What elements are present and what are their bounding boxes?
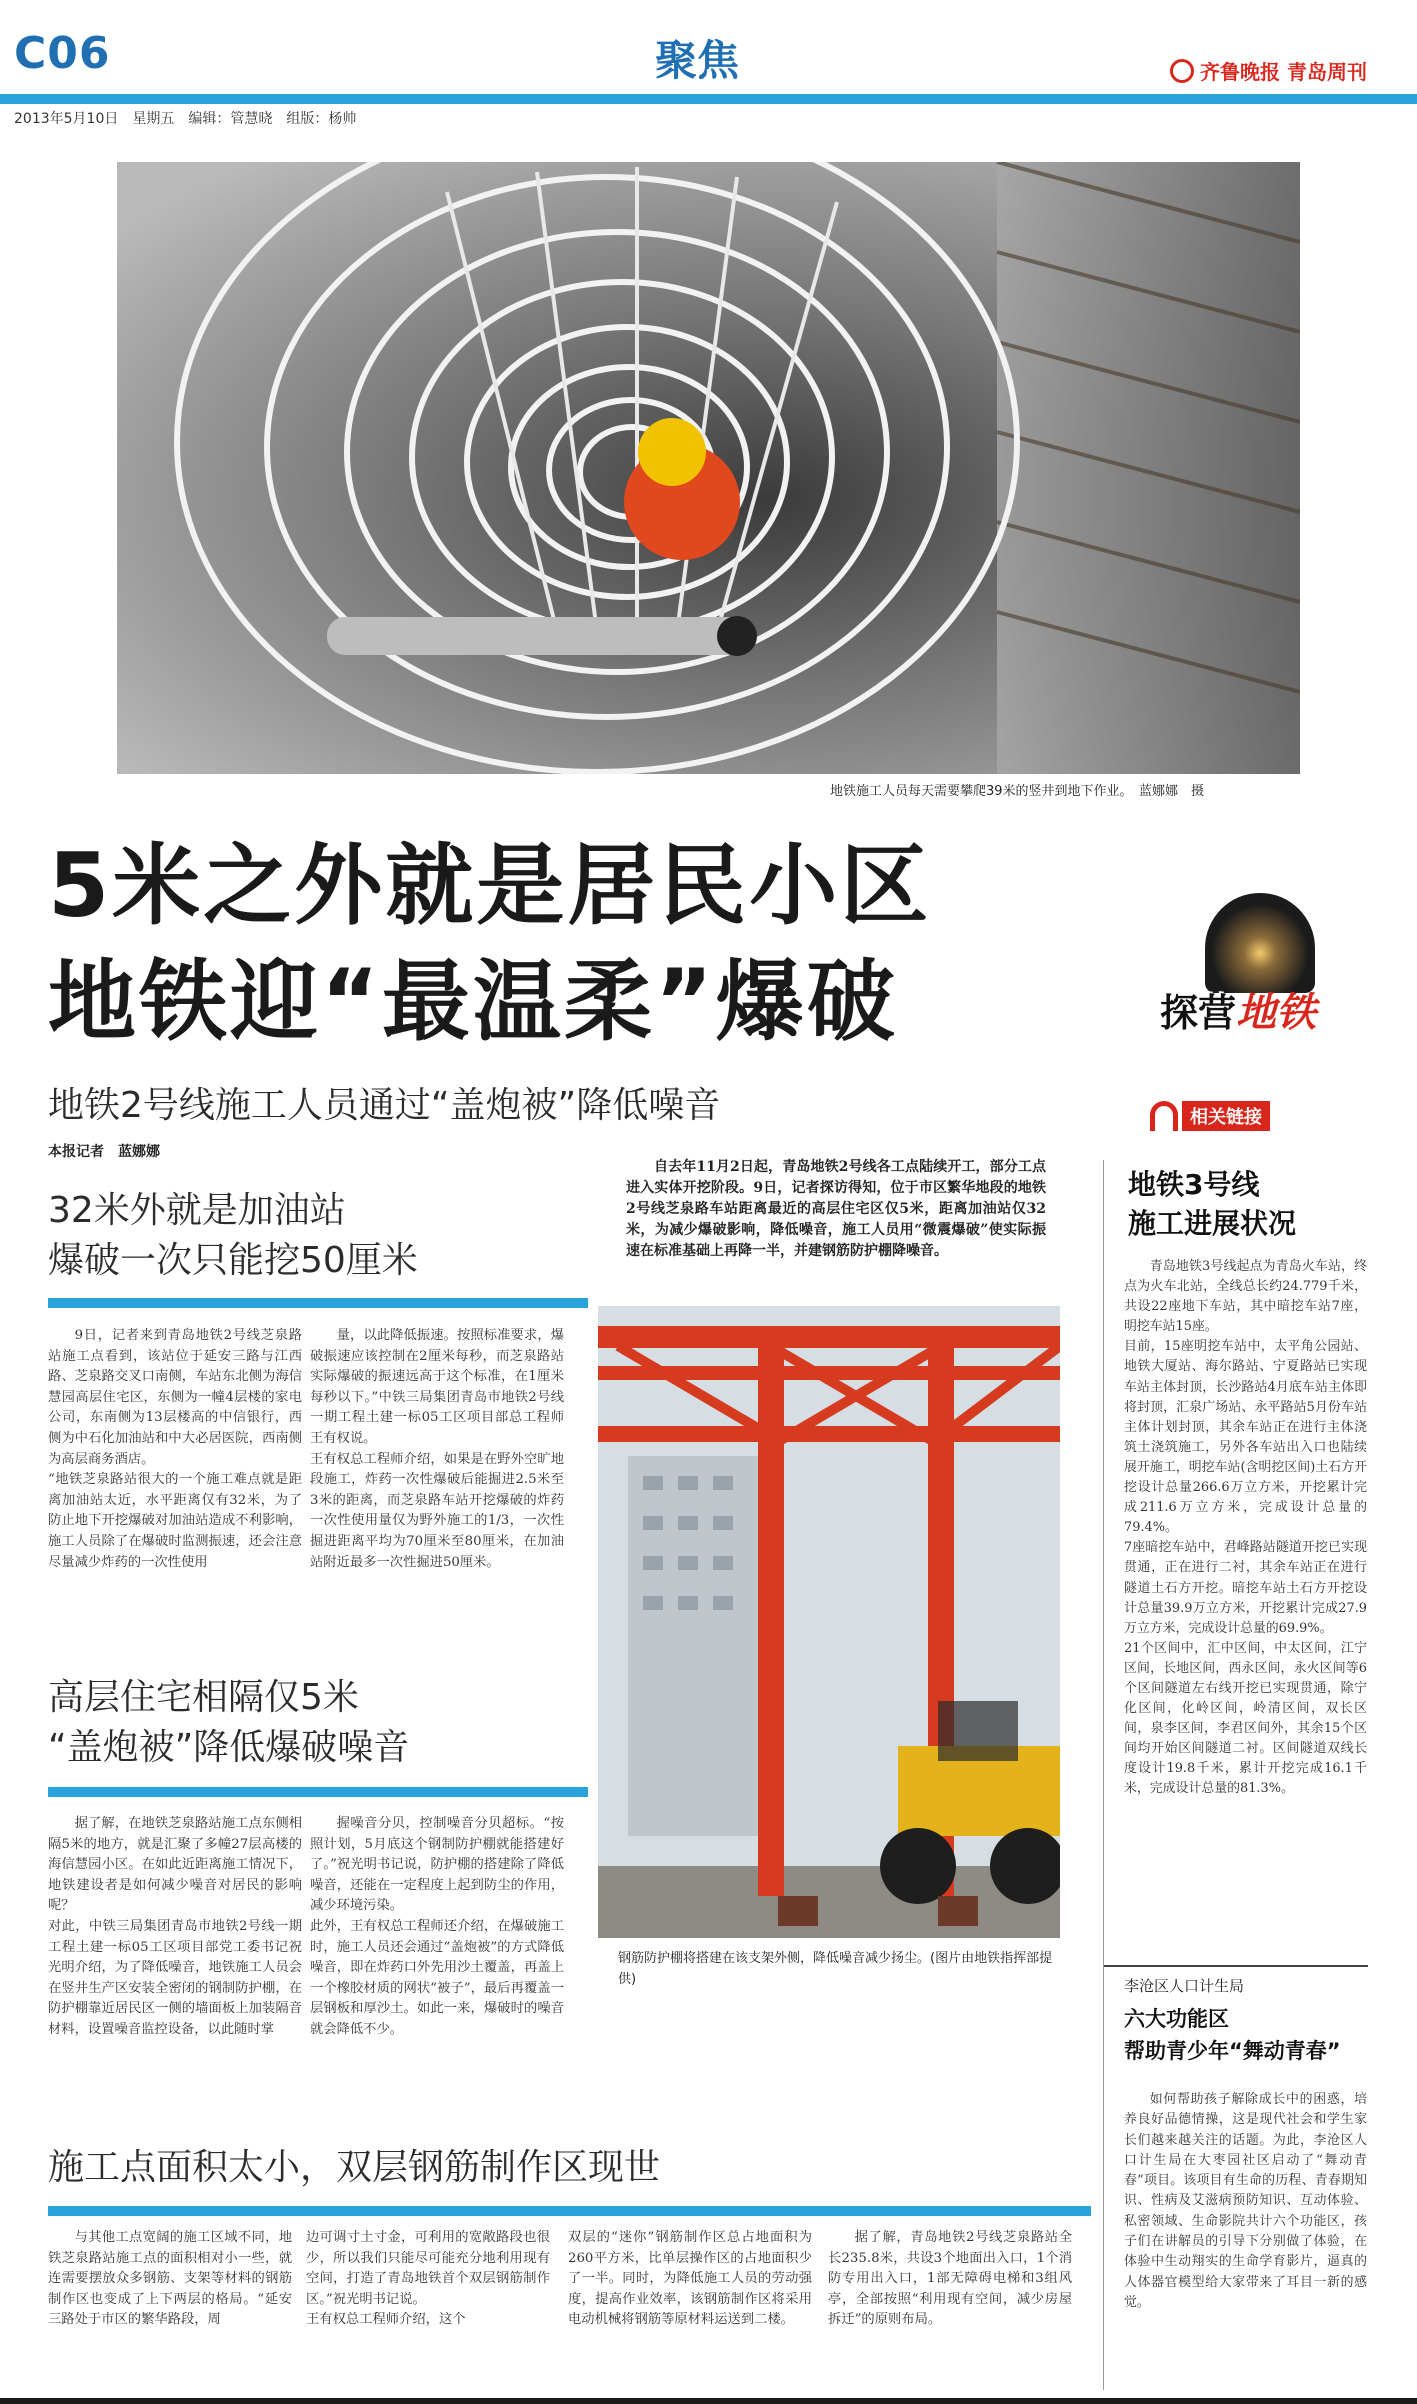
sidebar2-title-line2: 帮助青少年“舞动青春” bbox=[1124, 2039, 1341, 2063]
header-meta: 2013年5月10日 星期五 编辑：管慧晓 组版：杨帅 bbox=[14, 111, 357, 127]
section1-col2: 量，以此降低振速。按照标准要求，爆破振速应该控制在2厘米每秒，而芝泉路站实际爆破的振速远高于这个标准，在1厘米每秒以下。”中铁三局集团青岛市地铁2号线一期工程土建一标05工区项目部总工程师王有权说。 王有权总工程师介绍，如果是在野外空旷地段施工，炸药一次性爆破后能掘进2.5米至3米的距离，而芝泉路车站开挖爆破的炸药一次性使用量仅为野外施工的1/3，一次性掘进距离平均为70厘米至80厘米，在加油站附近最多一次性掘进50厘米。 bbox=[310, 1328, 564, 1570]
headline-subtitle: 地铁2号线施工人员通过“盖炮被”降低噪音 bbox=[48, 1085, 721, 1126]
crane-illustration bbox=[598, 1306, 1060, 1938]
page-code: C06 bbox=[14, 28, 111, 79]
section1-rule bbox=[48, 1298, 588, 1308]
feature-badge bbox=[1160, 893, 1360, 1043]
sidebar-divider bbox=[1103, 1160, 1104, 2390]
section1-title-line2: 爆破一次只能挖50厘米 bbox=[48, 1240, 418, 1281]
section1-col1: 9日，记者来到青岛地铁2号线芝泉路站施工点看到，该站位于延安三路与江西路、芝泉路交叉口南侧，车站东北侧为海信慧园高层住宅区，东侧为一幢4层楼的家电公司，东南侧为13层楼高的中信银行，西侧为中石化加油站和中大必居医院，西南侧为高层商务酒店。 “地铁芝泉路站很大的一个施工难点就是距离加油站太近，水平距离仅有32米，为了防止地下开挖爆破对加油站造成不利影响，施工人员除了在爆破时监测振速，还会注意尽量减少炸药的一次性使用 bbox=[48, 1328, 302, 1570]
lead-paragraph: 自去年11月2日起，青岛地铁2号线各工点陆续开工，部分工点进入实体开挖阶段。9日，记者探访得知，位于市区繁华地段的地铁2号线芝泉路车站距离最近的高层住宅区仅5米，距离加油站仅32米，为减少爆破影响，降低噪音，施工人员用“微震爆破”使实际振速在标准基础上再降一半，并建钢筋防护棚降噪音。 bbox=[626, 1159, 1046, 1259]
sidebar1-title-line1: 地铁3号线 bbox=[1128, 1168, 1260, 1201]
section2-col2: 握噪音分贝，控制噪音分贝超标。“按照计划，5月底这个钢制防护棚就能搭建好了。”祝光明书记说，防护棚的搭建除了降低噪音，还能在一定程度上起到防尘的作用，减少环境污染。 此外，王有权总工程师还介绍，在爆破施工时，施工人员还会通过“盖炮被”的方式降低噪音，即在炸药口外先用沙土覆盖，再盖上一个橡胶材质的网状“被子”，最后再覆盖一层钢板和厚沙土。如此一来，爆破时的噪音就会降低不少。 bbox=[310, 1816, 564, 2037]
section3-rule bbox=[48, 2206, 1091, 2216]
sidebar1-body: 青岛地铁3号线起点为青岛火车站，终点为火车北站，全线总长约24.779千米，共设22座地下车站，其中暗挖车站7座，明挖车站15座。 目前，15座明挖车站中，太平角公园站、地铁大厦站、海尔路站、宁夏路站已实现车站主体封顶，长沙路站4月底车站主体即将封顶，汇泉广场站、永平路站5月份车站主体计划封顶，其余车站正在进行主体浇筑土浇筑施工，另外各车站出入口也陆续展开施工，明挖车站(含明挖区间)土石方开挖设计总量266.6万立方米，开挖累计完成211.6万立方米，完成设计总量的79.4%。 7座暗挖车站中，君峰路站隧道开挖已实现贯通，正在进行二衬，其余车站正在进行隧道土石方开挖。暗挖车站土石方开挖设计总量39.9万立方米，开挖累计完成27.9万立方米，完成设计总量的69.9%。 21个区间中，汇中区间，中太区间，江宁区间，长地区间，西永区间，永火区间等6个区间隧道左右线开挖已实现贯通，除宁化区间，化岭区间，岭清区间，双长区间，泉李区间，李君区间外，其余15个区间均开始区间隧道二衬。区间隧道双线长度设计19.8千米，累计开挖完成16.1千米，完成设计总量的81.3%。 bbox=[1124, 1259, 1367, 1797]
section1-title-line1: 32米外就是加油站 bbox=[48, 1190, 346, 1231]
section3-col1: 与其他工点宽阔的施工区域不同，地铁芝泉路站施工点的面积相对小一些，就连需要摆放众多钢筋、支架等材料的钢筋制作区也变成了上下两层的格局。“延安三路处于市区的繁华路段，周 bbox=[48, 2230, 292, 2328]
headline-line1: 5米之外就是居民小区 bbox=[48, 834, 932, 937]
top-photo bbox=[117, 162, 1300, 774]
byline: 本报记者 蓝娜娜 bbox=[48, 1144, 160, 1160]
crane-photo-caption: 钢筋防护棚将搭建在该支架外侧，降低噪音减少扬尘。(图片由地铁指挥部提供) bbox=[618, 1951, 1053, 1987]
sidebar2-kicker: 李沧区人口计生局 bbox=[1124, 1977, 1245, 1995]
section2-col1: 据了解，在地铁芝泉路站施工点东侧相隔5米的地方，就是汇聚了多幢27层高楼的海信慧园小区。在如此近距离施工情况下，地铁建设者是如何减少噪音对居民的影响呢？ 对此，中铁三局集团青岛市地铁2号线一期工程土建一标05工区项目部党工委书记祝光明介绍，为了降低噪音，地铁施工人员会在竖井生产区安装全密闭的钢制防护棚，在防护棚靠近居民区一侧的墙面板上加装隔音材料，设置噪音监控设备，以此随时掌 bbox=[48, 1816, 302, 2037]
sidebar2-title-line1: 六大功能区 bbox=[1124, 2007, 1229, 2031]
badge-text-b: 地铁 bbox=[1236, 989, 1317, 1036]
section2-title-line1: 高层住宅相隔仅5米 bbox=[48, 1677, 359, 1718]
related-links-icon bbox=[1150, 1101, 1178, 1131]
related-links-text: 相关链接 bbox=[1182, 1101, 1270, 1131]
shaft-illustration bbox=[117, 162, 1300, 774]
section3-title: 施工点面积太小，双层钢筋制作区现世 bbox=[48, 2147, 661, 2188]
masthead bbox=[1170, 56, 1367, 85]
section3-col3: 双层的“迷你”钢筋制作区总占地面积为260平方米，比单层操作区的占地面积少了一半。同时，为降低施工人员的劳动强度，提高作业效率，该钢筋制作区将采用电动机械将钢筋等原材料运送到二楼。 bbox=[568, 2230, 812, 2328]
masthead-text: 齐鲁晚报 青岛周刊 bbox=[1200, 60, 1367, 84]
related-links-label bbox=[1150, 1101, 1270, 1131]
crane-photo bbox=[598, 1306, 1060, 1938]
header-rule bbox=[0, 94, 1417, 104]
section3-col4: 据了解，青岛地铁2号线芝泉路站全长235.8米，共设3个地面出入口，1个消防专用出入口，1部无障碍电梯和3组风亭，全部按照“利用现有空间，减少房屋拆迁”的原则布局。 bbox=[828, 2230, 1072, 2328]
badge-text-a: 探营 bbox=[1160, 991, 1237, 1035]
top-photo-caption: 地铁施工人员每天需要攀爬39米的竖井到地下作业。 蓝娜娜 摄 bbox=[830, 784, 1205, 799]
badge-tunnel-icon bbox=[1205, 893, 1315, 993]
masthead-logo-icon bbox=[1170, 59, 1194, 83]
sidebar2-body: 如何帮助孩子解除成长中的困惑，培养良好品德情操，这是现代社会和学生家长们越来越关注的话题。为此，李沧区人口计生局在大枣园社区启动了“舞动青春”项目。该项目有生命的历程、青春期知识、性病及艾滋病预防知识、互动体验、私密领域、生命影院共计六个功能区，孩子们在讲解员的引导下分别做了体验，在体验中生动翔实的生命学育影片，逼真的人体器官模型给大家带来了耳目一新的感觉。 bbox=[1124, 2092, 1367, 2310]
section2-title-line2: “盖炮被”降低爆破噪音 bbox=[48, 1727, 410, 1768]
footer-rule bbox=[0, 2398, 1417, 2404]
headline-line2: 地铁迎“最温柔”爆破 bbox=[48, 950, 898, 1053]
sidebar1-title-line2: 施工进展状况 bbox=[1128, 1207, 1297, 1240]
section-name: 聚焦 bbox=[655, 36, 740, 85]
sidebar2-rule bbox=[1104, 1965, 1368, 1967]
section3-col2: 边可调寸土寸金，可利用的宽敞路段也很少，所以我们只能尽可能充分地利用现有空间，打造了青岛地铁首个双层钢筋制作区。”祝光明书记说。 王有权总工程师介绍，这个 bbox=[306, 2230, 550, 2328]
section2-rule bbox=[48, 1787, 588, 1797]
